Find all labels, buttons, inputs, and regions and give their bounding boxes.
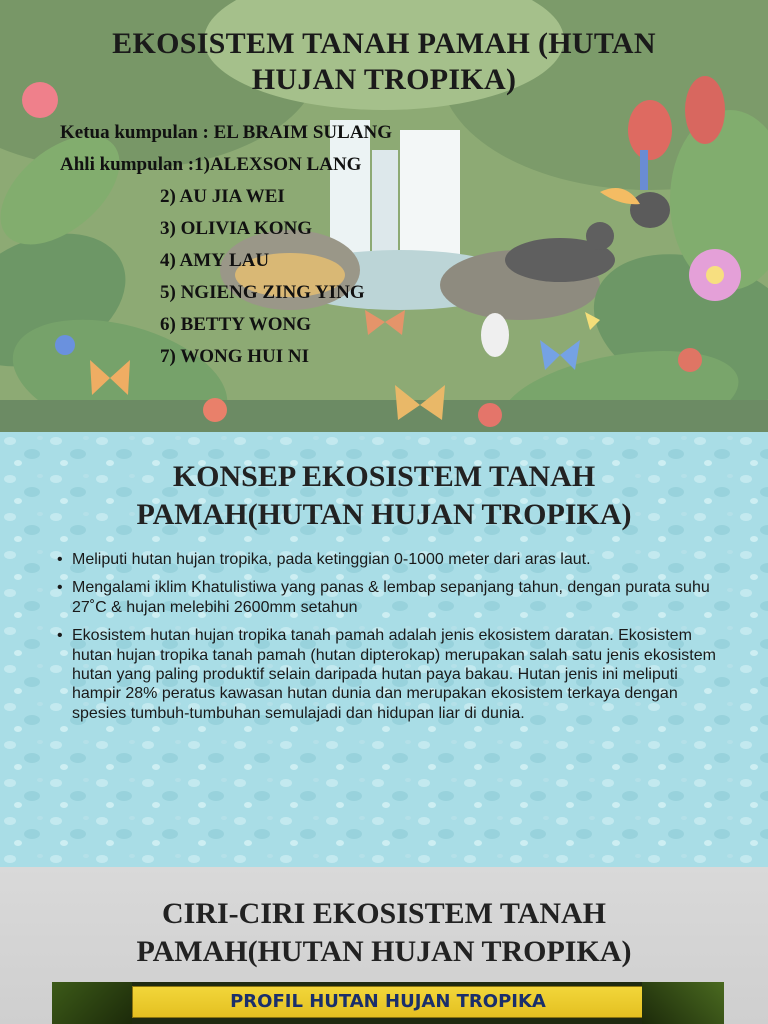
member-item: 4) AMY LAU: [160, 250, 270, 271]
title-line-2: HUJAN TROPIKA): [251, 63, 517, 96]
bullet-item: [56, 626, 716, 723]
bullet-text: Meliputi hutan hujan tropika, pada ketinggian 0-1000 meter dari aras laut.: [72, 551, 591, 568]
title-line-1: EKOSISTEM TANAH PAMAH (HUTAN: [112, 27, 656, 60]
member-item: 7) WONG HUI NI: [160, 346, 310, 367]
concept-title-line-2: PAMAH(HUTAN HUJAN TROPIKA): [136, 498, 632, 531]
concept-heading: [60, 458, 708, 534]
bullet-item: [56, 578, 716, 617]
leaf-decoration-left: [52, 982, 132, 1024]
slide-concept: [0, 432, 768, 867]
bullet-item: [56, 550, 716, 569]
rainforest-profile-image: [52, 982, 724, 1024]
slide-characteristics: [0, 867, 768, 1024]
member-item: 2) AU JIA WEI: [160, 186, 285, 207]
bullet-text: Mengalami iklim Khatulistiwa yang panas & lembap sepanjang tahun, dengan purata suhu 27˚C & hujan melebihi 2600mm setahun: [72, 579, 710, 616]
bullet-text: Ekosistem hutan hujan tropika tanah pamah adalah jenis ekosistem daratan. Ekosistem hutan hujan tropika tanah pamah (hutan dipterokap) merupakan salah satu jenis ekosistem hutan yang paling produktif selain daripada hutan paya bakau. Hutan jenis ini meliputi hampir 28% peratus kawasan hutan dunia dan merupakan ekosistem terkaya dengan spesies tumbuh-tumbuhan semulajadi dan hidupan liar di dunia.: [72, 627, 716, 722]
bullet-point: •: [57, 627, 63, 645]
bullet-point: •: [57, 579, 63, 597]
leaf-decoration-right: [642, 982, 724, 1024]
group-members-heading: Ahli kumpulan :1)ALEXSON LANG: [60, 154, 362, 175]
characteristics-title-line-2: PAMAH(HUTAN HUJAN TROPIKA): [136, 935, 632, 968]
characteristics-title-line-1: CIRI-CIRI EKOSISTEM TANAH: [162, 897, 606, 930]
concept-title-line-1: KONSEP EKOSISTEM TANAH: [172, 460, 596, 493]
profile-banner: PROFIL HUTAN HUJAN TROPIKA: [132, 986, 644, 1018]
bullet-point: •: [57, 551, 63, 568]
characteristics-heading: [60, 895, 708, 971]
member-item: 5) NGIENG ZING YING: [160, 282, 365, 303]
member-item: 3) OLIVIA KONG: [160, 218, 313, 239]
member-item: 6) BETTY WONG: [160, 314, 311, 335]
slide-title: [0, 0, 768, 432]
slide-title-heading: [40, 26, 728, 98]
group-leader: Ketua kumpulan : EL BRAIM SULANG: [60, 122, 393, 143]
concept-bullet-list: [56, 550, 716, 732]
